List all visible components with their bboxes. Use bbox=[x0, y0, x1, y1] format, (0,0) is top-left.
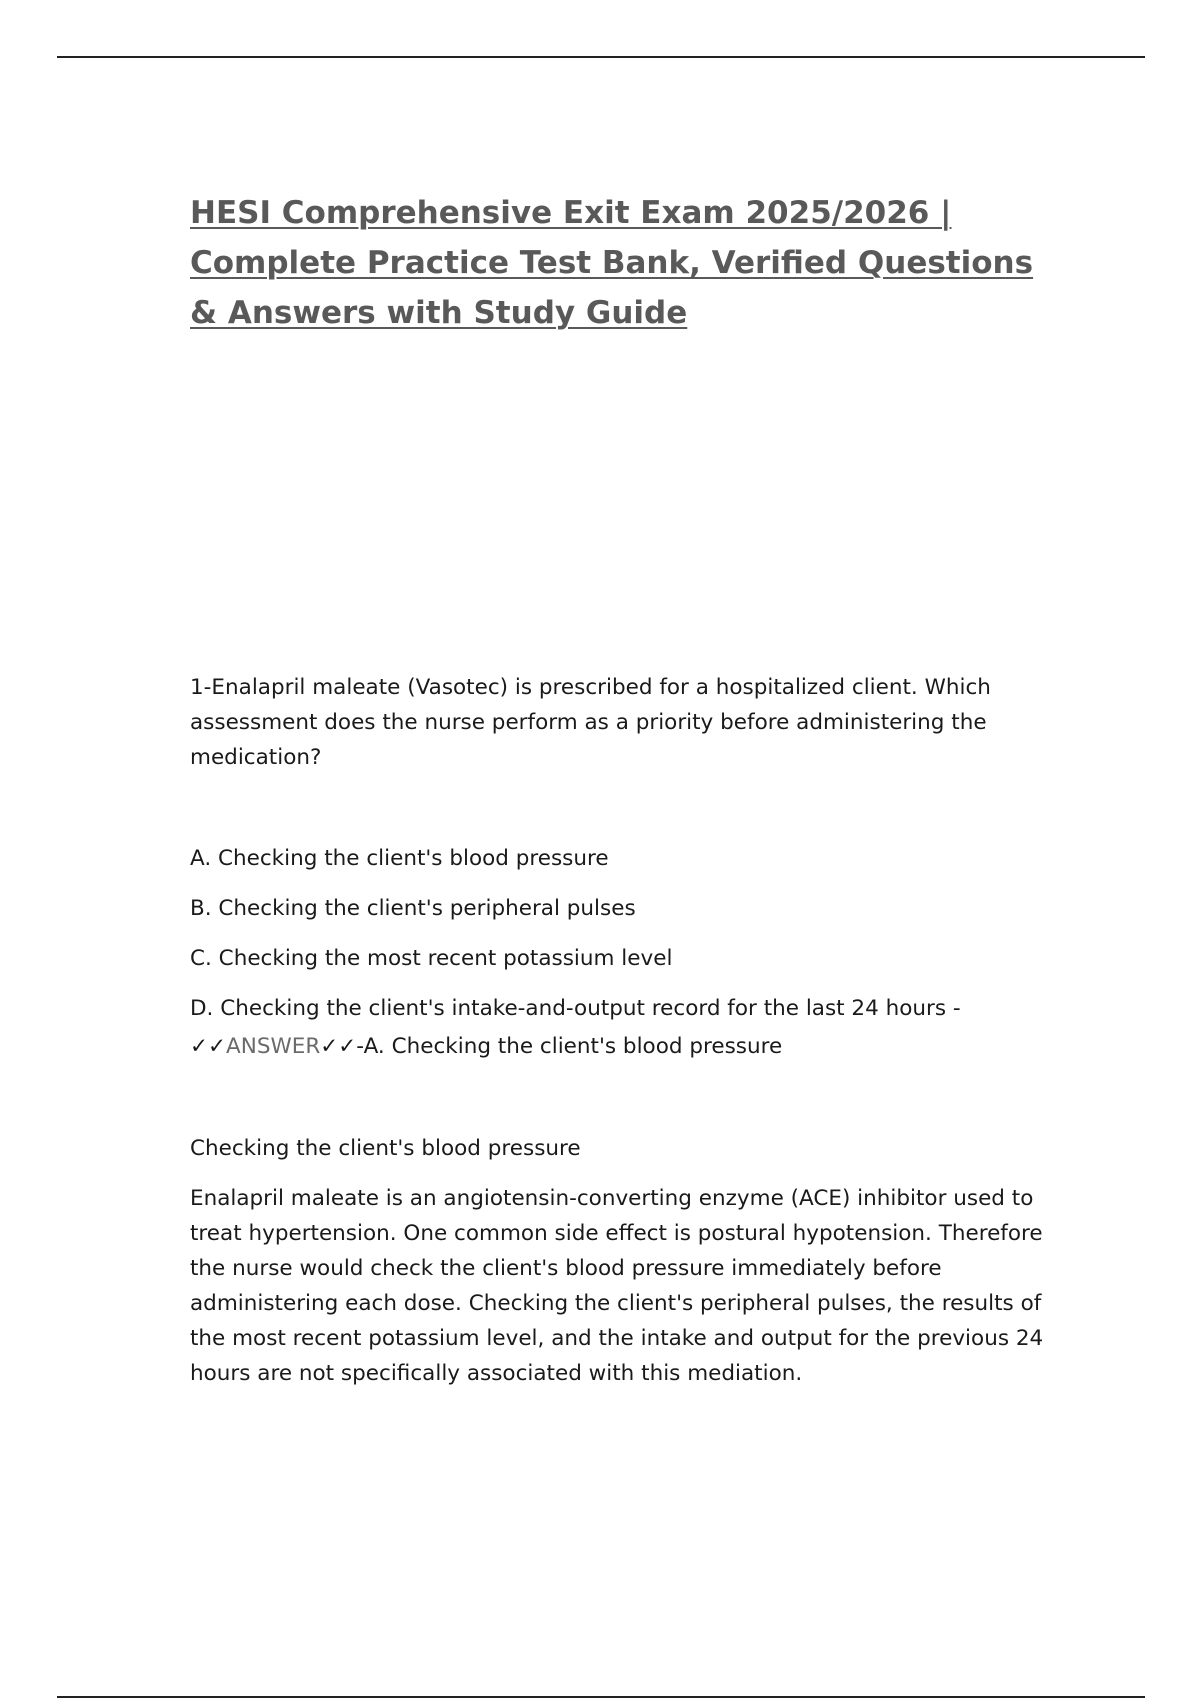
explanation-body: Enalapril maleate is an angiotensin-converting enzyme (ACE) inhibitor used to treat hypertension. One common side effect is postural hypotension. Therefore the nurse would check the client's blood pressure immediately before administering each dose. Checking the client's peripheral pulses, the results of the most recent potassium level, and the intake and output for the previous 24 hours are not specifically associated with this mediation. bbox=[190, 1186, 1044, 1386]
option-d-text: D. Checking the client's intake-and-output record for the last 24 hours - bbox=[190, 996, 961, 1021]
header-rule bbox=[57, 56, 1145, 58]
check-marks-icon: ✓✓ bbox=[320, 1034, 357, 1059]
document-title: HESI Comprehensive Exit Exam 2025/2026 | Complete Practice Test Bank, Verified Questions & Answers with Study Guide bbox=[190, 195, 1034, 331]
explanation-block bbox=[190, 1181, 1070, 1391]
answer-line bbox=[190, 1029, 1070, 1064]
option-a: A. Checking the client's blood pressure bbox=[190, 846, 609, 871]
answer-options bbox=[190, 841, 1070, 1064]
explanation-heading-block bbox=[190, 1131, 1070, 1166]
option-b: B. Checking the client's peripheral pulses bbox=[190, 896, 636, 921]
explanation-heading: Checking the client's blood pressure bbox=[190, 1136, 581, 1161]
question-block bbox=[190, 670, 1070, 775]
check-marks-icon: ✓✓ bbox=[190, 1034, 227, 1059]
answer-text: -A. Checking the client's blood pressure bbox=[356, 1034, 783, 1059]
option-d bbox=[190, 991, 1070, 1064]
question-text: 1-Enalapril maleate (Vasotec) is prescribed for a hospitalized client. Which assessment does the nurse perform as a priority before administering the medication? bbox=[190, 675, 991, 770]
answer-label: ANSWER bbox=[226, 1034, 321, 1059]
footer-rule bbox=[57, 1696, 1145, 1698]
option-c: C. Checking the most recent potassium level bbox=[190, 946, 673, 971]
